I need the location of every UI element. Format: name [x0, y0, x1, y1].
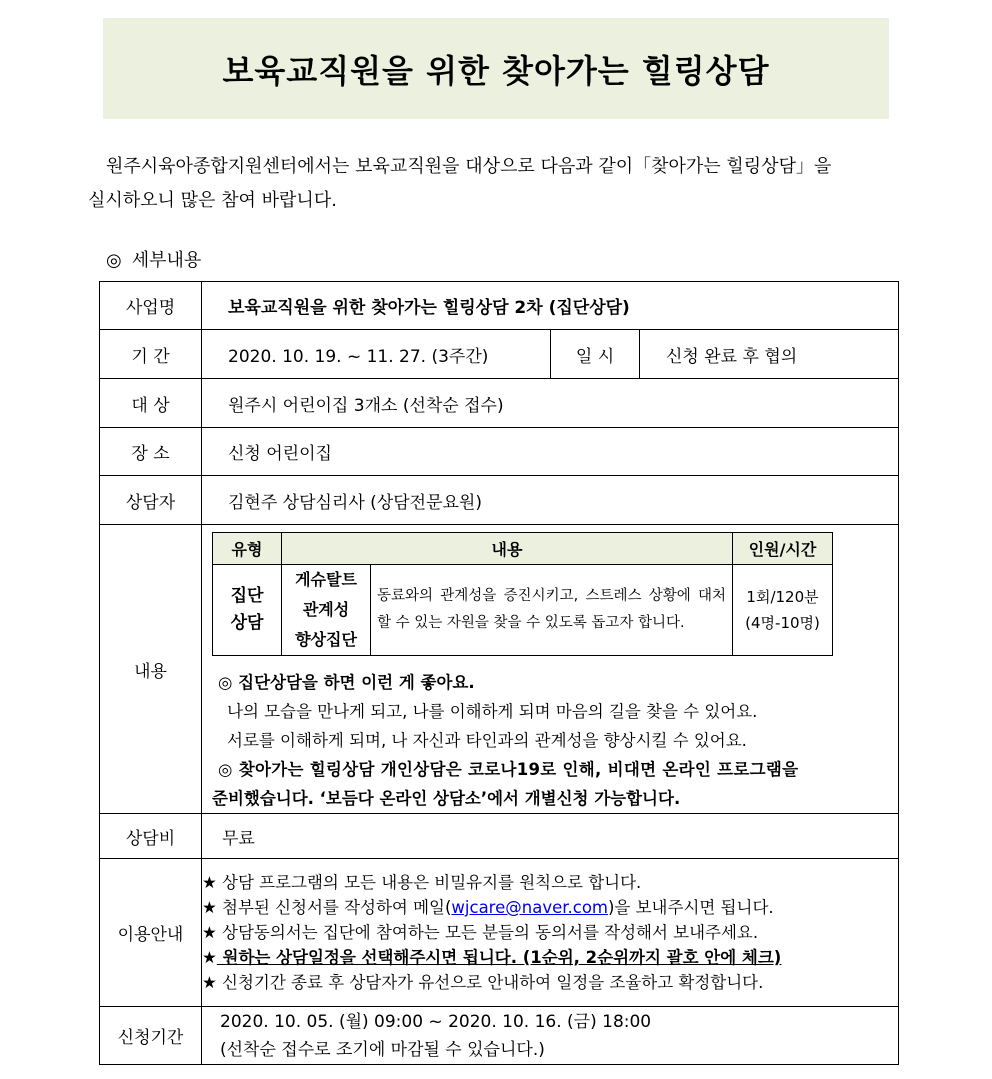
content-label: 내용 [100, 525, 202, 814]
schedule-label: 일 시 [551, 330, 640, 379]
type-line-1: 집단 [230, 586, 264, 606]
guide-item-4 [202, 945, 898, 970]
program-line-1: 게슈탈트 [295, 570, 357, 589]
content-row [100, 525, 899, 814]
apply-note: (선착순 접수로 조기에 마감될 수 있습니다.) [220, 1039, 545, 1060]
guide-item-4-text: 원하는 상담일정을 선택해주시면 됩니다. (1순위, 2순위까지 괄호 안에 체크) [216, 948, 782, 967]
intro-line-1: 원주시육아종합지원센터에서는 보육교직원을 대상으로 다음과 같이「찾아가는 힐링상담」을 [106, 156, 832, 177]
details-table [99, 281, 899, 1065]
benefit-line-2: 서로를 이해하게 되며, 나 자신과 타인과의 관계성을 향상시킬 수 있어요. [227, 731, 747, 750]
page-title: 보육교직원을 위한 찾아가는 힐링상담 [222, 51, 770, 90]
place-label: 장 소 [100, 428, 202, 476]
fee-row [100, 814, 899, 859]
program-line-3: 향상집단 [295, 630, 357, 649]
description-cell: 동료와의 관계성을 증진시키고, 스트레스 상황에 대처할 수 있는 자원을 찾을 수 있도록 돕고자 합니다. [371, 565, 733, 656]
program-line-2: 관계성 [302, 600, 350, 619]
place-value: 신청 어린이집 [202, 428, 899, 476]
guide-item-3: ★ 상담동의서는 집단에 참여하는 모든 분들의 동의서를 작성해서 보내주세요. [202, 923, 759, 942]
guide-item-2 [202, 895, 898, 920]
program-table-row [213, 565, 833, 656]
guide-item-2-pre: ★ 첨부된 신청서를 작성하여 메일( [202, 898, 452, 917]
online-heading: ◎ 찾아가는 힐링상담 개인상담은 코로나19로 인해, 비대면 온라인 프로그램을 [218, 760, 799, 779]
content-cell [202, 525, 899, 814]
people-line-2: (4명-10명) [745, 614, 820, 632]
type-line-2: 상담 [230, 613, 264, 633]
benefit-line-1: 나의 모습을 만나게 되고, 나를 이해하게 되며 마음의 길을 찾을 수 있어요. [227, 702, 758, 721]
intro-paragraph [88, 150, 900, 218]
apply-period: 2020. 10. 05. (월) 09:00 ~ 2020. 10. 16. (금) 18:00 [220, 1011, 652, 1032]
schedule-value: 신청 완료 후 협의 [640, 330, 899, 379]
program-row [100, 282, 899, 330]
period-row [100, 330, 899, 379]
section-heading [106, 246, 201, 272]
target-value: 원주시 어린이집 3개소 (선착순 접수) [202, 379, 899, 428]
intro-line-2: 실시하오니 많은 참여 바랍니다. [88, 190, 337, 211]
period-label: 기 간 [100, 330, 202, 379]
fee-value: 무료 [202, 814, 899, 859]
target-row [100, 379, 899, 428]
fee-label: 상담비 [100, 814, 202, 859]
apply-label: 신청기간 [100, 1007, 202, 1065]
double-circle-icon: ◎ [106, 250, 122, 271]
guide-item-1: ★ 상담 프로그램의 모든 내용은 비밀유지를 원칙으로 합니다. [202, 873, 642, 892]
counselor-label: 상담자 [100, 476, 202, 525]
program-label: 사업명 [100, 282, 202, 330]
guide-item-5: ★ 신청기간 종료 후 상담자가 유선으로 안내하여 일정을 조율하고 확정합니다. [202, 973, 764, 992]
program-name-cell [282, 565, 371, 656]
apply-cell [202, 1007, 899, 1065]
counselor-row [100, 476, 899, 525]
email-link[interactable]: wjcare@naver.com [451, 898, 608, 917]
target-label: 대 상 [100, 379, 202, 428]
header-type: 유형 [213, 533, 282, 565]
apply-row [100, 1007, 899, 1065]
section-label: 세부내용 [131, 250, 202, 271]
guide-item-2-post: )을 보내주시면 됩니다. [608, 898, 774, 917]
type-cell [213, 565, 282, 656]
online-heading-cont: 준비했습니다. ‘보듬다 온라인 상담소’에서 개별신청 가능합니다. [212, 789, 681, 808]
content-text [202, 656, 898, 813]
program-table [212, 532, 833, 656]
guide-cell [202, 859, 899, 1007]
period-value: 2020. 10. 19. ~ 11. 27. (3주간) [202, 330, 551, 379]
benefit-heading: ◎ 집단상담을 하면 이런 게 좋아요. [218, 673, 475, 692]
people-cell [733, 565, 833, 656]
title-banner [103, 18, 889, 119]
guide-label: 이용안내 [100, 859, 202, 1007]
people-line-1: 1회/120분 [746, 588, 819, 606]
header-content: 내용 [282, 533, 733, 565]
program-table-header [213, 533, 833, 565]
header-people: 인원/시간 [733, 533, 833, 565]
program-value: 보육교직원을 위한 찾아가는 힐링상담 2차 (집단상담) [202, 282, 899, 330]
star-icon: ★ [202, 948, 217, 967]
place-row [100, 428, 899, 476]
guide-row [100, 859, 899, 1007]
counselor-value: 김현주 상담심리사 (상담전문요원) [202, 476, 899, 525]
